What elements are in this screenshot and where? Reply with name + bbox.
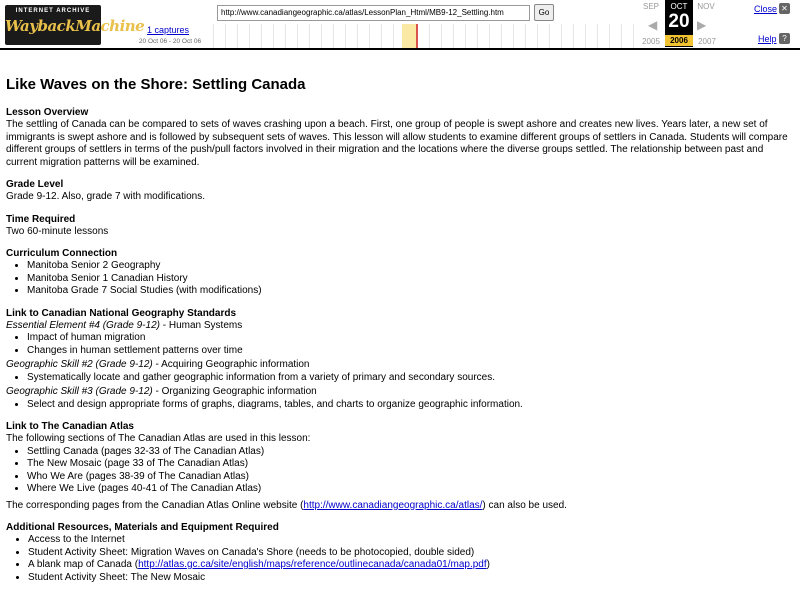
- captures-link[interactable]: 1 captures: [146, 25, 190, 35]
- capture-marker[interactable]: [416, 24, 418, 48]
- url-input[interactable]: http://www.canadiangeographic.ca/atlas/LessonPlan_Html/MB9-12_Settling.htm: [217, 5, 530, 21]
- atlas-online-pre: The corresponding pages from the Canadian Atlas Online website (: [6, 499, 304, 511]
- prev-arrow-icon[interactable]: ◀: [648, 18, 658, 32]
- standard-name: Geographic Skill #3 (Grade 9-12): [6, 386, 153, 397]
- wayback-logo[interactable]: [5, 5, 145, 45]
- wayback-logo-top: INTERNET ARCHIVE: [15, 8, 91, 14]
- list-item: • Who We Are (pages 38-39 of The Canadian Atlas): [27, 471, 794, 484]
- standard-list: [6, 332, 794, 357]
- current-date: [665, 0, 693, 47]
- wayback-logo-main: WaybackMachine: [5, 17, 145, 35]
- capture-range: 20 Oct 06 - 20 Oct 06: [138, 38, 202, 45]
- current-month: OCT: [670, 2, 688, 11]
- standard-desc: - Acquiring Geographic information: [152, 359, 310, 370]
- capture-sparkline[interactable]: [213, 24, 638, 48]
- list-item: • Changes in human settlement patterns over time: [27, 345, 794, 358]
- blank-map-link[interactable]: http://atlas.gc.ca/site/english/maps/reference/outlinecanada/canada01/map.pdf: [138, 559, 487, 570]
- time-text: Two 60-minute lessons: [6, 225, 109, 237]
- current-year: 2006: [665, 35, 693, 46]
- current-year-highlight: [402, 24, 417, 48]
- list-item: • Manitoba Senior 2 Geography: [27, 260, 794, 273]
- resources-section: [6, 521, 794, 584]
- list-item: • Student Activity Sheet: Migration Waves on Canada's Shore (needs to be photocopied, double sided): [28, 547, 794, 560]
- atlas-online-post: ) can also be used.: [482, 499, 567, 511]
- list-item: • Select and design appropriate forms of graphs, diagrams, tables, and charts to organize geographic information.: [27, 399, 794, 412]
- list-item: • Settling Canada (pages 32-33 of The Canadian Atlas): [27, 446, 794, 459]
- standard-name: Geographic Skill #2 (Grade 9-12): [6, 359, 153, 370]
- lesson-content: [6, 76, 794, 593]
- help-icon[interactable]: ?: [779, 33, 790, 44]
- grade-section: [6, 178, 794, 204]
- standard-list: [6, 399, 794, 412]
- standard-name: Essential Element #4 (Grade 9-12): [6, 319, 160, 331]
- atlas-list: [6, 446, 794, 496]
- curriculum-section: [6, 247, 794, 298]
- list-item: • Where We Live (pages 40-41 of The Canadian Atlas): [27, 483, 794, 496]
- list-item: • Systematically locate and gather geographic information from a variety of primary and secondary sources.: [27, 372, 794, 385]
- resources-heading: Additional Resources, Materials and Equipment Required: [6, 522, 279, 533]
- list-item: • The New Mosaic (page 33 of The Canadian Atlas): [27, 458, 794, 471]
- overview-heading: Lesson Overview: [6, 107, 89, 118]
- next-arrow-icon[interactable]: ▶: [697, 18, 707, 32]
- curriculum-list: [6, 260, 794, 298]
- time-heading: Time Required: [6, 213, 76, 225]
- current-day: 20: [668, 11, 690, 32]
- standards-heading: Link to Canadian National Geography Standards: [6, 307, 237, 319]
- standard-title: [6, 320, 794, 333]
- list-item: • Manitoba Grade 7 Social Studies (with modifications): [27, 285, 794, 298]
- close-link[interactable]: Close: [754, 4, 778, 14]
- page-title: Like Waves on the Shore: Settling Canada: [6, 76, 306, 93]
- overview-text: The settling of Canada can be compared to sets of waves crashing upon a beach. First, one group of people is swept ashore and creates new lives. Years later, a new set of immigrants is swept ashore and is followed by subsequent sets of waves. This lesson will allow students to examine different groups of settlers in Canada. Students will compare different groups of settlers in terms of the push/pull factors involved in their migration and the locations where the diverse groups settled. The relationship between past and current migration patterns will be examined.: [6, 119, 788, 168]
- grade-text: Grade 9-12. Also, grade 7 with modifications.: [6, 191, 205, 202]
- atlas-online-link[interactable]: http://www.canadiangeographic.ca/atlas/: [303, 499, 483, 511]
- wayback-toolbar: [0, 0, 800, 50]
- resource-pre: A blank map of Canada (: [28, 559, 139, 570]
- atlas-section: [6, 420, 794, 512]
- resource-post: ): [486, 559, 490, 570]
- standard-title: [6, 359, 794, 372]
- standard-desc: - Organizing Geographic information: [152, 386, 317, 397]
- atlas-intro: The following sections of The Canadian Atlas are used in this lesson:: [6, 433, 311, 444]
- prev-month[interactable]: SEP: [642, 2, 659, 11]
- standard-title: [6, 386, 794, 399]
- list-item: • Impact of human migration: [27, 332, 794, 345]
- list-item: • Student Activity Sheet: The New Mosaic: [28, 572, 794, 585]
- atlas-heading: Link to The Canadian Atlas: [6, 421, 134, 432]
- standard-list: [6, 372, 794, 385]
- grade-heading: Grade Level: [6, 179, 64, 190]
- close-icon[interactable]: ✕: [779, 3, 790, 14]
- overview-section: [6, 106, 794, 169]
- list-item: • Access to the Internet: [28, 534, 794, 547]
- go-button[interactable]: Go: [534, 4, 554, 21]
- standard-desc: - Human Systems: [159, 319, 243, 331]
- standards-section: [6, 307, 794, 412]
- list-item: [28, 559, 794, 572]
- atlas-online-text: [6, 500, 794, 513]
- resources-list: [6, 534, 794, 584]
- help-link[interactable]: Help: [758, 34, 777, 44]
- next-year[interactable]: 2007: [698, 37, 716, 46]
- prev-year[interactable]: 2005: [642, 37, 660, 46]
- next-month[interactable]: NOV: [697, 2, 715, 11]
- list-item: • Manitoba Senior 1 Canadian History: [27, 273, 794, 286]
- curriculum-heading: Curriculum Connection: [6, 248, 118, 259]
- time-section: [6, 213, 794, 239]
